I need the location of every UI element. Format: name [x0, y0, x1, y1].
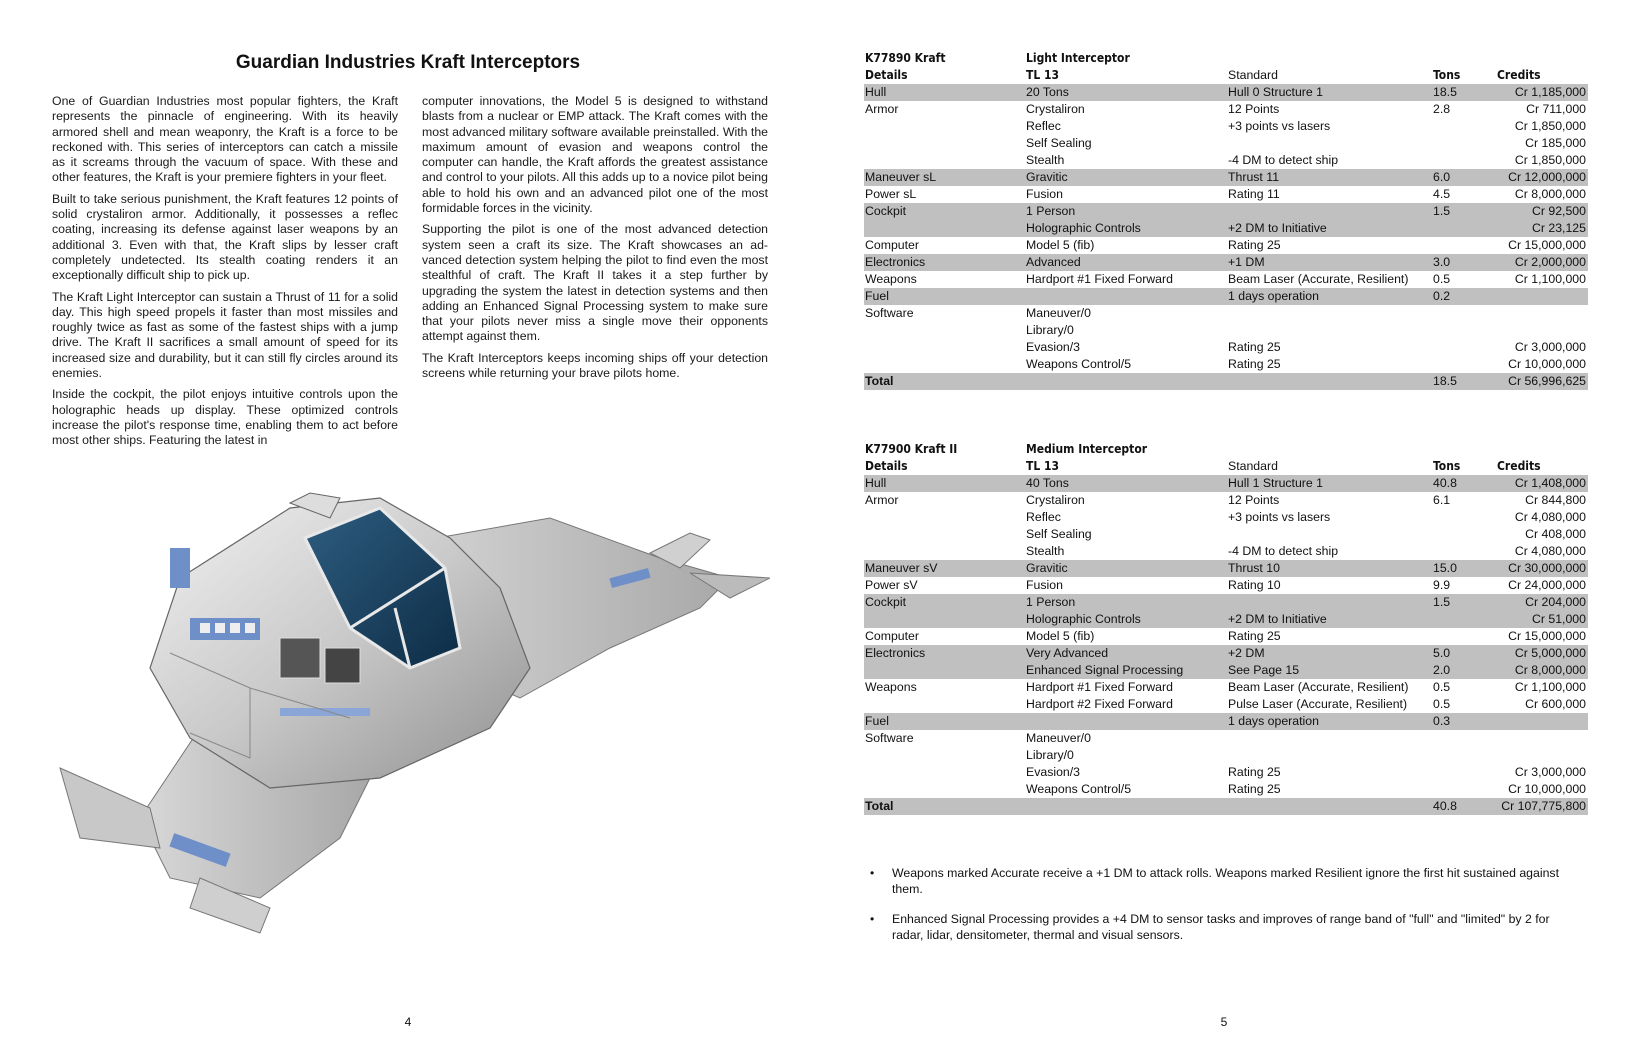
table-cell: Holographic Controls — [1026, 221, 1141, 235]
table-cell: 0.5 — [1433, 680, 1451, 694]
table-row — [864, 594, 1588, 611]
table-row — [864, 135, 1588, 152]
table-cell — [864, 543, 1026, 560]
paragraph: The Kraft Interceptors keeps incoming ships off your detection screens while returning your brave pilots home. — [422, 350, 768, 381]
table-cell: 20 Tons — [1026, 85, 1069, 99]
table-cell: 6.1 — [1433, 493, 1451, 507]
table-cell: Power sL — [865, 187, 917, 201]
spaceship-render-image — [50, 478, 770, 938]
table-cell — [864, 152, 1026, 169]
page-number: 4 — [404, 1015, 412, 1029]
table-cell: Cr 1,100,000 — [1514, 272, 1586, 286]
table-row — [864, 169, 1588, 186]
table-cell: Maneuver sV — [865, 561, 938, 575]
table-cell: Maneuver sL — [865, 170, 937, 184]
table-cell: 0.2 — [1433, 289, 1451, 303]
table-cell — [864, 220, 1026, 237]
table-cell: Cr 1,100,000 — [1514, 680, 1586, 694]
table-cell: 15.0 — [1433, 561, 1457, 575]
table-cell: 40 Tons — [1026, 476, 1069, 490]
total-credits: Cr 107,775,800 — [1501, 799, 1586, 813]
table-cell: +2 DM — [1228, 646, 1265, 660]
table-cell — [1026, 288, 1228, 305]
table-cell: -4 DM to detect ship — [1228, 153, 1339, 167]
paragraph: The Kraft Light Interceptor can sustain a Thrust of 11 for a solid day. This high speed propels it faster than most missiles and roughly twice as fast as some of the fastest ships with a jump drive. The Kraft II sacrifices a small amount of speed for its increased size and durability, but it can still fly circles around its enemies. — [52, 289, 398, 381]
column-header: Credits — [1497, 68, 1541, 82]
table-cell — [1431, 305, 1491, 322]
table-row — [864, 543, 1588, 560]
table-cell — [1431, 747, 1491, 764]
table-cell: +2 DM to Initiative — [1228, 612, 1327, 626]
table-row — [864, 288, 1588, 305]
table-cell: Cr 4,080,000 — [1514, 510, 1586, 524]
table-cell: Thrust 11 — [1228, 170, 1280, 184]
note-text: Weapons marked Accurate receive a +1 DM to attack rolls. Weapons marked Resilient ignore the first hit sustained against them. — [892, 866, 1559, 896]
table-cell — [1491, 713, 1588, 730]
table-cell — [864, 356, 1026, 373]
table-cell: Computer — [865, 238, 919, 252]
table-cell: Cr 10,000,000 — [1508, 357, 1586, 371]
table-cell: Weapons Control/5 — [1026, 357, 1132, 371]
table-cell: Weapons Control/5 — [1026, 782, 1132, 796]
table-cell — [1228, 322, 1431, 339]
table-cell: Beam Laser (Accurate, Resilient) — [1228, 272, 1409, 286]
table-cell: Cr 1,850,000 — [1514, 119, 1586, 133]
page-5 — [816, 0, 1632, 1056]
table-cell — [1431, 135, 1491, 152]
table-cell: 1 Person — [1026, 204, 1076, 218]
ship-class: Medium Interceptor — [1026, 442, 1148, 456]
table-cell: Cr 185,000 — [1525, 136, 1586, 150]
table-cell: Software — [865, 731, 914, 745]
table-cell: Electronics — [865, 646, 926, 660]
ship-stat-table-kraft — [864, 50, 1588, 390]
table-cell: Reflec — [1026, 119, 1061, 133]
table-row — [864, 254, 1588, 271]
column-header: Tons — [1433, 459, 1461, 473]
table-row — [864, 118, 1588, 135]
column-header: Tons — [1433, 68, 1461, 82]
table-cell: Gravitic — [1026, 561, 1068, 575]
table-cell: Model 5 (fib) — [1026, 238, 1095, 252]
table-cell: Electronics — [865, 255, 926, 269]
table-cell: Cr 30,000,000 — [1508, 561, 1586, 575]
table-cell: Hardport #1 Fixed Forward — [1026, 680, 1173, 694]
table-cell: Rating 25 — [1228, 629, 1281, 643]
table-cell: Computer — [865, 629, 919, 643]
table-cell: Cr 24,000,000 — [1508, 578, 1586, 592]
table-cell: 18.5 — [1433, 85, 1457, 99]
table-cell: +2 DM to Initiative — [1228, 221, 1327, 235]
paragraph: Supporting the pilot is one of the most advanced detection system seen a craft its size. The Kraft showcases an ad-vanced detection system helping the pilot to find even the most stealthful of craft. The Kraft II takes it a step further by upgrading the system the latest in detection systems and then adding an Enhanced Signal Processing system to make sure that your pilots never miss a single move their opponents attempt against them. — [422, 222, 768, 344]
table-cell: Hull 1 Structure 1 — [1228, 476, 1324, 490]
table-cell: Hull — [865, 476, 887, 490]
table-cell — [1431, 781, 1491, 798]
table-cell: Cr 711,000 — [1526, 102, 1586, 116]
table-row — [864, 271, 1588, 288]
total-label: Total — [865, 799, 894, 813]
table-cell: Cr 12,000,000 — [1508, 170, 1586, 184]
table-cell: Rating 25 — [1228, 238, 1281, 252]
table-cell: Cr 1,185,000 — [1514, 85, 1586, 99]
table-cell: Stealth — [1026, 544, 1065, 558]
paragraph: Inside the cockpit, the pilot enjoys intuitive controls upon the holographic heads up display. These optimized controls increase the pilot's response time, enabling them to act before most other ships. Featuring the latest in — [52, 387, 398, 448]
note-item — [864, 865, 1564, 897]
table-cell: Cr 3,000,000 — [1514, 765, 1586, 779]
table-cell — [1431, 526, 1491, 543]
table-cell: Rating 11 — [1228, 187, 1280, 201]
table-row — [864, 186, 1588, 203]
table-cell: Holographic Controls — [1026, 612, 1141, 626]
table-row — [864, 101, 1588, 118]
table-cell: Crystaliron — [1026, 493, 1085, 507]
ship-designation: K77900 Kraft II — [865, 442, 958, 456]
table-row — [864, 747, 1588, 764]
table-cell — [1228, 594, 1431, 611]
table-cell — [1431, 237, 1491, 254]
table-cell: Model 5 (fib) — [1026, 629, 1095, 643]
table-row — [864, 611, 1588, 628]
table-row — [864, 526, 1588, 543]
table-cell: 40.8 — [1433, 476, 1457, 490]
table-row — [864, 781, 1588, 798]
table-cell: Reflec — [1026, 510, 1061, 524]
table-cell: See Page 15 — [1228, 663, 1300, 677]
table-row — [864, 356, 1588, 373]
table-cell: Rating 25 — [1228, 357, 1281, 371]
table-cell — [864, 526, 1026, 543]
ship-designation: K77890 Kraft — [865, 51, 946, 65]
total-tons: 40.8 — [1433, 799, 1457, 813]
table-row — [864, 237, 1588, 254]
column-header: Credits — [1497, 459, 1541, 473]
table-cell — [864, 339, 1026, 356]
ship-class: Light Interceptor — [1026, 51, 1130, 65]
table-cell: Hull — [865, 85, 887, 99]
notes-list — [864, 865, 1564, 957]
table-cell — [864, 135, 1026, 152]
paragraph: Built to take serious punishment, the Kraft features 12 points of solid crystaliron armor. Additionally, it possesses a reflec coating, increasing its defense against laser weapons by an additional 3. Even with that, the Kraft slips by lesser craft completely undetected. Its stealth coating renders it an exceptionally difficult ship to pick up. — [52, 191, 398, 283]
table-row — [864, 713, 1588, 730]
table-cell — [1431, 764, 1491, 781]
table-cell — [1228, 135, 1431, 152]
table-cell — [1431, 611, 1491, 628]
table-cell: Self Sealing — [1026, 527, 1092, 541]
table-cell — [864, 509, 1026, 526]
table-cell: 1 days operation — [1228, 289, 1319, 303]
table-cell — [1228, 305, 1431, 322]
table-row — [864, 475, 1588, 492]
table-cell: Cr 15,000,000 — [1508, 629, 1586, 643]
table-cell: Beam Laser (Accurate, Resilient) — [1228, 680, 1409, 694]
table-cell: 2.8 — [1433, 102, 1451, 116]
table-cell: Cr 15,000,000 — [1508, 238, 1586, 252]
table-cell: 9.9 — [1433, 578, 1451, 592]
table-header-row — [864, 67, 1588, 84]
table-row — [864, 696, 1588, 713]
table-title-row — [864, 441, 1588, 458]
column-header: Standard — [1228, 68, 1278, 82]
table-cell — [1431, 356, 1491, 373]
table-body — [864, 475, 1588, 798]
table-cell: Cockpit — [865, 595, 907, 609]
table-cell: Cr 5,000,000 — [1514, 646, 1586, 660]
table-cell: Power sV — [865, 578, 918, 592]
table-cell: -4 DM to detect ship — [1228, 544, 1339, 558]
table-cell — [864, 611, 1026, 628]
table-cell — [864, 662, 1026, 679]
table-cell: Cr 1,850,000 — [1514, 153, 1586, 167]
table-cell: Weapons — [865, 272, 917, 286]
table-row — [864, 679, 1588, 696]
table-cell: Advanced — [1026, 255, 1081, 269]
column-header: TL 13 — [1026, 459, 1060, 473]
table-cell — [1431, 339, 1491, 356]
table-cell: Stealth — [1026, 153, 1065, 167]
table-row — [864, 322, 1588, 339]
table-row — [864, 203, 1588, 220]
table-cell: Library/0 — [1026, 748, 1074, 762]
table-cell: Cr 8,000,000 — [1514, 187, 1586, 201]
table-row — [864, 84, 1588, 101]
table-cell: Cr 23,125 — [1531, 221, 1586, 235]
table-cell — [1228, 203, 1431, 220]
table-cell — [1228, 526, 1431, 543]
paragraph: One of Guardian Industries most popular fighters, the Kraft represents the pinnacle of engineering. With its heavily armored shell and mean weaponry, the Kraft is a force to be reckoned with. This series of interceptors can catch a missile as it screams through the vacuum of space. With these and other features, the Kraft is your premiere fighters in your fleet. — [52, 94, 398, 185]
table-cell: Cr 51,000 — [1531, 612, 1586, 626]
table-title-row — [864, 50, 1588, 67]
table-row — [864, 339, 1588, 356]
table-row — [864, 560, 1588, 577]
table-cell: Cockpit — [865, 204, 907, 218]
table-cell: Weapons — [865, 680, 917, 694]
table-cell — [1491, 322, 1588, 339]
column-header: Standard — [1228, 459, 1278, 473]
table-cell: Rating 25 — [1228, 340, 1281, 354]
table-total-row — [864, 798, 1588, 815]
table-cell — [864, 118, 1026, 135]
table-cell: Fusion — [1026, 578, 1063, 592]
table-row — [864, 220, 1588, 237]
table-cell: Cr 10,000,000 — [1508, 782, 1586, 796]
table-cell: Cr 408,000 — [1525, 527, 1586, 541]
table-cell: 4.5 — [1433, 187, 1451, 201]
table-body — [864, 84, 1588, 373]
table-cell — [1491, 747, 1588, 764]
table-cell: Software — [865, 306, 914, 320]
table-cell: Rating 25 — [1228, 765, 1281, 779]
table-row — [864, 645, 1588, 662]
table-cell: Library/0 — [1026, 323, 1074, 337]
table-row — [864, 577, 1588, 594]
table-cell — [1431, 118, 1491, 135]
table-cell — [864, 322, 1026, 339]
table-cell — [1491, 730, 1588, 747]
table-cell: Fusion — [1026, 187, 1063, 201]
bullet-icon: • — [870, 866, 875, 880]
table-cell — [1228, 730, 1431, 747]
table-cell: Cr 3,000,000 — [1514, 340, 1586, 354]
table-cell: 1 days operation — [1228, 714, 1319, 728]
table-cell: Armor — [865, 102, 899, 116]
table-cell: 12 Points — [1228, 102, 1280, 116]
table-row — [864, 509, 1588, 526]
table-cell: Fuel — [865, 714, 889, 728]
table-cell: 1 Person — [1026, 595, 1076, 609]
table-cell: Pulse Laser (Accurate, Resilient) — [1228, 697, 1408, 711]
table-cell: Cr 844,800 — [1525, 493, 1586, 507]
page-number: 5 — [1220, 1015, 1228, 1029]
table-cell — [1431, 509, 1491, 526]
table-cell: 2.0 — [1433, 663, 1451, 677]
table-cell: Crystaliron — [1026, 102, 1085, 116]
table-cell: Rating 25 — [1228, 782, 1281, 796]
note-item — [864, 911, 1564, 943]
paragraph: computer innovations, the Model 5 is designed to withstand blasts from a nuclear or EMP attack. The Kraft comes with the most advanced military software available preinstalled. With the maximum amount of evasion and weapons control the computer can handle, the Kraft affords the greatest assistance and control to your pilots. All this adds up to a novice pilot being able to hold his own and an advanced pilot one of the most formidable forces in the vicinity. — [422, 94, 768, 216]
table-cell: Cr 4,080,000 — [1514, 544, 1586, 558]
table-cell — [1228, 747, 1431, 764]
table-row — [864, 305, 1588, 322]
table-cell — [864, 696, 1026, 713]
table-cell: Fuel — [865, 289, 889, 303]
table-cell — [1431, 730, 1491, 747]
text-column-1 — [52, 94, 398, 455]
column-header: TL 13 — [1026, 68, 1060, 82]
table-cell: Cr 2,000,000 — [1514, 255, 1586, 269]
table-row — [864, 492, 1588, 509]
table-cell: 0.5 — [1433, 697, 1451, 711]
table-cell: Maneuver/0 — [1026, 306, 1091, 320]
table-cell — [864, 764, 1026, 781]
total-credits: Cr 56,996,625 — [1508, 374, 1586, 388]
table-cell: Evasion/3 — [1026, 765, 1081, 779]
table-cell: 0.5 — [1433, 272, 1451, 286]
table-cell: Thrust 10 — [1228, 561, 1280, 575]
column-header: Details — [865, 459, 908, 473]
table-row — [864, 662, 1588, 679]
text-column-2 — [422, 94, 768, 387]
column-header: Details — [865, 68, 908, 82]
table-cell: Cr 8,000,000 — [1514, 663, 1586, 677]
table-cell — [1026, 713, 1228, 730]
table-cell: Enhanced Signal Processing — [1026, 663, 1184, 677]
table-cell: Maneuver/0 — [1026, 731, 1091, 745]
table-cell: +1 DM — [1228, 255, 1265, 269]
article-title: Guardian Industries Kraft Interceptors — [235, 52, 581, 73]
table-cell: 12 Points — [1228, 493, 1280, 507]
table-row — [864, 628, 1588, 645]
table-row — [864, 764, 1588, 781]
table-cell: 0.3 — [1433, 714, 1451, 728]
table-cell — [864, 781, 1026, 798]
table-cell: Hardport #1 Fixed Forward — [1026, 272, 1173, 286]
table-cell — [1431, 152, 1491, 169]
table-row — [864, 152, 1588, 169]
table-cell: 6.0 — [1433, 170, 1451, 184]
table-cell: Armor — [865, 493, 899, 507]
table-cell: 3.0 — [1433, 255, 1451, 269]
table-cell — [1431, 628, 1491, 645]
table-cell: Cr 1,408,000 — [1514, 476, 1586, 490]
note-text: Enhanced Signal Processing provides a +4 DM to sensor tasks and improves of range band of "full" and "limited" by 2 for radar, lidar, densitometer, thermal and visual sensors. — [892, 912, 1550, 942]
table-cell: 1.5 — [1433, 204, 1451, 218]
table-cell: Hull 0 Structure 1 — [1228, 85, 1324, 99]
table-cell: Cr 92,500 — [1531, 204, 1586, 218]
table-cell: Self Sealing — [1026, 136, 1092, 150]
total-tons: 18.5 — [1433, 374, 1457, 388]
table-cell: Very Advanced — [1026, 646, 1109, 660]
table-cell: Rating 10 — [1228, 578, 1281, 592]
table-cell: Cr 204,000 — [1525, 595, 1586, 609]
table-cell: Gravitic — [1026, 170, 1068, 184]
table-header-row — [864, 458, 1588, 475]
table-cell: Hardport #2 Fixed Forward — [1026, 697, 1173, 711]
ship-stat-table-kraft-ii — [864, 441, 1588, 815]
table-cell — [1431, 322, 1491, 339]
table-row — [864, 730, 1588, 747]
total-label: Total — [865, 374, 894, 388]
table-cell — [1491, 305, 1588, 322]
table-cell: +3 points vs lasers — [1228, 510, 1331, 524]
table-cell: 1.5 — [1433, 595, 1451, 609]
table-cell — [864, 747, 1026, 764]
bullet-icon: • — [870, 912, 875, 926]
table-cell: Evasion/3 — [1026, 340, 1081, 354]
table-total-row — [864, 373, 1588, 390]
table-cell — [1431, 220, 1491, 237]
table-cell: 5.0 — [1433, 646, 1451, 660]
table-cell — [1431, 543, 1491, 560]
table-cell — [1491, 288, 1588, 305]
table-cell: +3 points vs lasers — [1228, 119, 1331, 133]
table-cell: Cr 600,000 — [1525, 697, 1586, 711]
